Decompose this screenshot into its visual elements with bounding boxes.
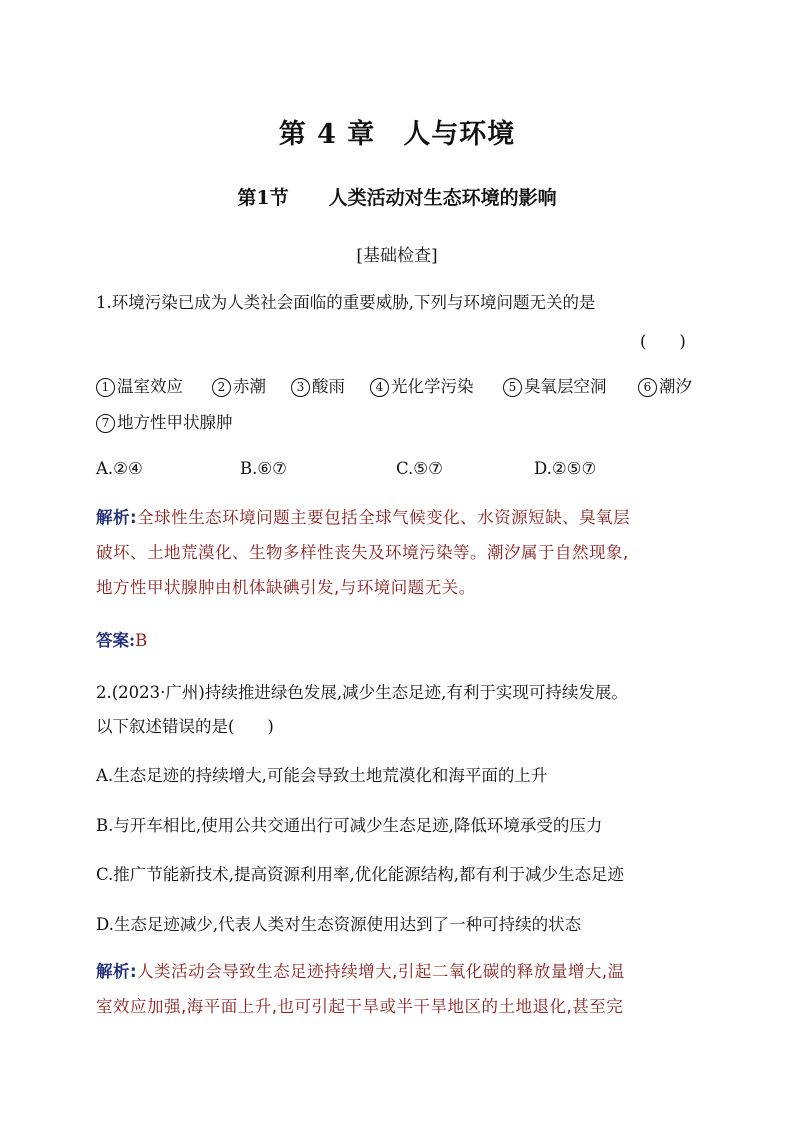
q2-stem (96, 676, 706, 744)
q1-item: 4 光化学污染 (370, 373, 474, 397)
q1-item-mark: 6 (638, 378, 657, 397)
q1-option-b: B.⑥⑦ (240, 459, 287, 478)
q2-option-d: D.生态足迹减少,代表人类对生态资源使用达到了一种可持续的状态 (96, 915, 582, 934)
q1-item: 7 地方性甲状腺肿 (96, 409, 233, 433)
q1-item: 1 温室效应 (96, 373, 183, 397)
q2-analysis (96, 954, 706, 1024)
section-name: 人类活动对生态环境的影响 (328, 187, 557, 209)
q1-item-mark: 2 (212, 378, 231, 397)
q1-analysis-line: 地方性甲状腺肿由机体缺碘引发,与环境问题无关。 (96, 578, 476, 597)
q1-answer-paren: ( ) (640, 332, 686, 351)
analysis-label: 解析: (96, 508, 138, 527)
q1-item-mark: 5 (503, 378, 522, 397)
q1-item-mark: 7 (96, 414, 115, 433)
subheading: [基础检查] (356, 246, 438, 266)
section-number: 第1节 (237, 187, 289, 209)
q1-item: 6 潮汐 (638, 373, 692, 397)
q2-analysis-line: 室效应加强,海平面上升,也可引起干旱或半干旱地区的土地退化,甚至完 (96, 997, 624, 1016)
q1-stem: 1.环境污染已成为人类社会面临的重要威胁,下列与环境问题无关的是 (96, 293, 596, 312)
q2-stem-line: 以下叙述错误的是( ) (96, 717, 274, 736)
answer-label: 答案: (96, 631, 136, 650)
chapter-title: 第 4 章 人与环境 (278, 119, 516, 150)
q1-option-a: A.②④ (96, 459, 143, 478)
q1-analysis (96, 500, 706, 605)
q1-analysis-line: 解析:全球性生态环境问题主要包括全球气候变化、水资源短缺、臭氧层 (96, 508, 631, 527)
q2-option-b: B.与开车相比,使用公共交通出行可减少生态足迹,降低环境承受的压力 (96, 816, 603, 835)
answer-value: B (135, 631, 148, 650)
section-title (0, 183, 794, 210)
q1-answer (96, 627, 147, 651)
q1-item-mark: 4 (370, 378, 389, 397)
q2-stem-line: 2.(2023·广州)持续推进绿色发展,减少生态足迹,有利于实现可持续发展。 (96, 683, 628, 702)
q2-analysis-line: 解析:人类活动会导致生态足迹持续增大,引起二氧化碳的释放量增大,温 (96, 962, 625, 981)
q1-item-mark: 1 (96, 378, 115, 397)
q1-option-c: C.⑤⑦ (396, 459, 443, 478)
q1-item: 3 酸雨 (291, 373, 345, 397)
q1-analysis-line: 破坏、土地荒漠化、生物多样性丧失及环境污染等。潮汐属于自然现象, (96, 543, 629, 562)
q1-item: 2 赤潮 (212, 373, 266, 397)
q1-option-d: D.②⑤⑦ (534, 459, 597, 478)
q1-item: 5 臭氧层空洞 (503, 373, 607, 397)
q2-option-c: C.推广节能新技术,提高资源利用率,优化能源结构,都有利于减少生态足迹 (96, 865, 625, 884)
q1-item-mark: 3 (291, 378, 310, 397)
analysis-label: 解析: (96, 962, 138, 981)
q2-option-a: A.生态足迹的持续增大,可能会导致土地荒漠化和海平面的上升 (96, 766, 548, 785)
